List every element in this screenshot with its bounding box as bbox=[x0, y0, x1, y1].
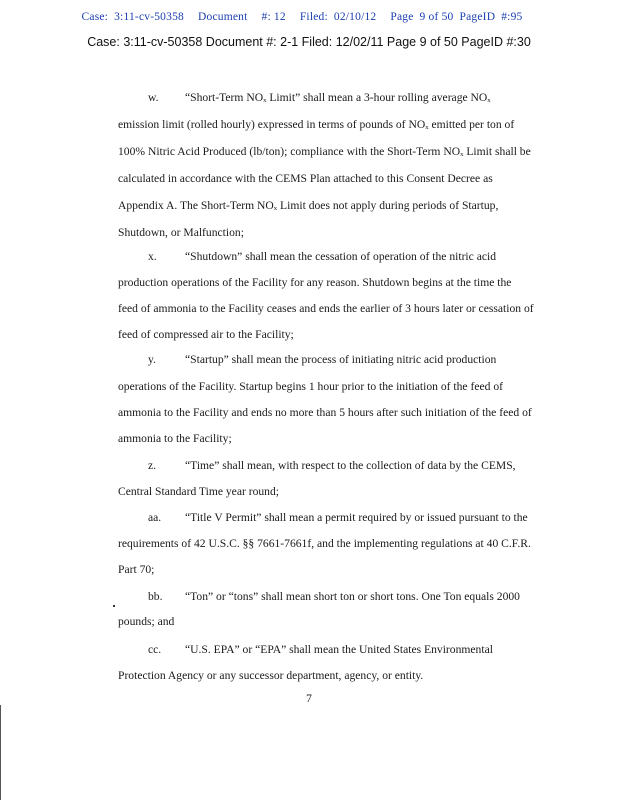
paragraph-label: z. bbox=[148, 459, 157, 472]
scan-speck bbox=[113, 605, 115, 607]
case-number: 3:11-cv-50358 bbox=[114, 11, 184, 23]
case-label: Case: bbox=[81, 11, 109, 23]
paragraph-line: Central Standard Time year round; bbox=[118, 485, 279, 498]
document-label: Document bbox=[197, 11, 248, 23]
paragraph-line: pounds; and bbox=[118, 615, 175, 628]
paragraph-line: Protection Agency or any successor department, agency, or entity. bbox=[118, 669, 424, 682]
paragraph-label: bb. bbox=[148, 590, 163, 603]
filed-label: Filed: bbox=[299, 11, 328, 23]
paragraph-label: cc. bbox=[148, 643, 162, 656]
paragraph-line: “Shutdown” shall mean the cessation of operation of the nitric acid bbox=[185, 250, 497, 263]
paragraph-line: “Startup” shall mean the process of initiating nitric acid production bbox=[185, 353, 497, 366]
paragraph-label: y. bbox=[148, 353, 156, 366]
court-filing-stamp bbox=[0, 11, 618, 23]
paragraph-line: Shutdown, or Malfunction; bbox=[118, 226, 244, 239]
paragraph-line: ammonia to the Facility and ends no more than 5 hours after such initiation of the feed of bbox=[118, 406, 532, 419]
paragraph-line: “Time” shall mean, with respect to the collection of data by the CEMS, bbox=[185, 459, 516, 472]
paragraph-line: feed of ammonia to the Facility ceases and ends the earlier of 3 hours later or cessation of bbox=[118, 302, 534, 315]
paragraph-label: x. bbox=[148, 250, 157, 263]
paragraph-label: aa. bbox=[148, 511, 162, 524]
original-filing-header: Case: 3:11-cv-50358 Document #: 2-1 Filed: 12/02/11 Page 9 of 50 PageID #:30 bbox=[87, 35, 531, 49]
page-number: 7 bbox=[306, 692, 312, 705]
scan-edge-mark bbox=[0, 705, 1, 800]
paragraph-line: “U.S. EPA” or “EPA” shall mean the United States Environmental bbox=[185, 643, 493, 656]
page-of: 9 of 50 bbox=[419, 11, 454, 23]
paragraph-line: calculated in accordance with the CEMS Plan attached to this Consent Decree as bbox=[118, 172, 493, 185]
paragraph-label: w. bbox=[148, 91, 159, 104]
paragraph-line: “Ton” or “tons” shall mean short ton or short tons. One Ton equals 2000 bbox=[185, 590, 520, 603]
paragraph-line: operations of the Facility. Startup begins 1 hour prior to the initiation of the feed of bbox=[118, 380, 503, 393]
paragraph-line: 100% Nitric Acid Produced (lb/ton); compliance with the Short-Term NOₓ Limit shall be bbox=[118, 145, 531, 158]
paragraph-line: Part 70; bbox=[118, 563, 155, 576]
paragraph-line: ammonia to the Facility; bbox=[118, 432, 232, 445]
paragraph-line: feed of compressed air to the Facility; bbox=[118, 328, 294, 341]
document-number: #: 12 bbox=[261, 11, 286, 23]
filed-date: 02/10/12 bbox=[333, 11, 377, 23]
paragraph-line: Appendix A. The Short-Term NOₓ Limit does not apply during periods of Startup, bbox=[118, 199, 499, 212]
paragraph-line: production operations of the Facility for any reason. Shutdown begins at the time the bbox=[118, 276, 512, 289]
paragraph-line: requirements of 42 U.S.C. §§ 7661-7661f, and the implementing regulations at 40 C.F.R. bbox=[118, 537, 531, 550]
paragraph-line: emission limit (rolled hourly) expressed in terms of pounds of NOₓ emitted per ton of bbox=[118, 118, 515, 131]
page-label: Page bbox=[390, 11, 414, 23]
pageid-label: PageID bbox=[459, 11, 496, 23]
paragraph-line: “Short-Term NOₓ Limit” shall mean a 3-hour rolling average NOₓ bbox=[185, 91, 491, 104]
pageid-number: #:95 bbox=[501, 11, 523, 23]
paragraph-line: “Title V Permit” shall mean a permit required by or issued pursuant to the bbox=[185, 511, 528, 524]
